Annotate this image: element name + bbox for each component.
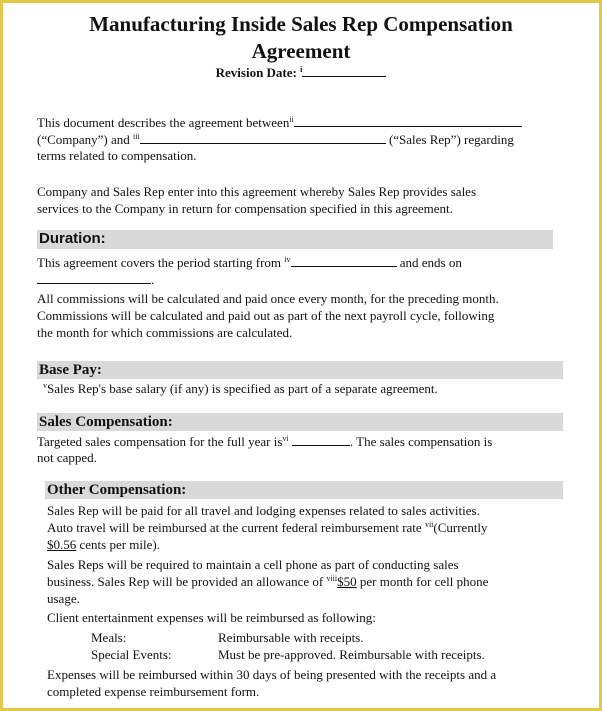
agreement-paragraph-line-1: Company and Sales Rep enter into this agreement whereby Sales Rep provides sales bbox=[37, 184, 477, 199]
phone-allowance-value[interactable]: $50 bbox=[337, 574, 357, 589]
endnote-marker: iv bbox=[284, 255, 291, 264]
endnote-marker: i bbox=[300, 65, 303, 74]
base-pay-line: $^v$Sales Rep's base salary (if any) is specified as part of a separate agreement. bbox=[43, 381, 438, 396]
intro-line-1: This document describes the agreement between$^{ii}$ bbox=[37, 114, 522, 131]
intro-line-2: (“Company”) and $^{iii}$ (“Sales Rep”) regarding bbox=[37, 132, 514, 147]
end-date-field[interactable] bbox=[37, 271, 151, 284]
other-comp-line-1: Sales Rep will be paid for all travel and lodging expenses related to sales activities. bbox=[47, 503, 480, 518]
meals-value: Reimbursable with receipts. bbox=[218, 630, 364, 645]
other-comp-line-2: Auto travel will be reimbursed at the current federal reimbursement rate $^{vii}$(Currently bbox=[47, 520, 488, 535]
duration-line-1: This agreement covers the period starting from $^{iv}$ and ends on bbox=[37, 255, 462, 270]
document-title-line-1: Manufacturing Inside Sales Rep Compensation bbox=[89, 12, 513, 36]
agreement-paragraph-line-2: services to the Company in return for compensation specified in this agreement. bbox=[37, 201, 453, 216]
revision-date-field[interactable] bbox=[302, 64, 386, 77]
commission-line-1: All commissions will be calculated and paid once every month, for the preceding month. bbox=[37, 291, 499, 306]
sales-rep-name-field[interactable] bbox=[140, 131, 386, 144]
start-date-field[interactable] bbox=[291, 254, 397, 267]
mileage-rate-value[interactable]: $0.56 bbox=[47, 537, 77, 552]
company-name-field[interactable] bbox=[294, 114, 522, 127]
target-compensation-field[interactable] bbox=[292, 433, 350, 446]
other-comp-line-7: Client entertainment expenses will be reimbursed as following: bbox=[47, 610, 376, 625]
sales-compensation-line-2: not capped. bbox=[37, 450, 97, 465]
other-comp-line-5: business. Sales Rep will be provided an allowance of $^{viii}$\$50 per month for cell phone bbox=[47, 574, 489, 589]
base-pay-heading: Base Pay: bbox=[37, 361, 563, 379]
special-events-label: Special Events: bbox=[91, 647, 172, 662]
endnote-marker: vii bbox=[424, 520, 434, 529]
duration-heading: Duration: bbox=[37, 230, 553, 249]
sales-compensation-heading: Sales Compensation: bbox=[37, 413, 563, 431]
document-title-line-2: Agreement bbox=[251, 39, 351, 63]
endnote-marker: vi bbox=[282, 434, 289, 443]
other-comp-line-4: Sales Reps will be required to maintain a cell phone as part of conducting sales bbox=[47, 557, 459, 572]
meals-label: Meals: bbox=[91, 630, 127, 645]
sales-compensation-line-1: Targeted sales compensation for the full year $is^{vi}$ . The sales compensation is bbox=[37, 434, 493, 449]
duration-line-2: . bbox=[37, 271, 154, 288]
commission-line-2: Commissions will be calculated and paid out as part of the next payroll cycle, following bbox=[37, 308, 495, 323]
endnote-marker: v bbox=[43, 381, 47, 390]
other-comp-line-3: $0.56 cents per mile). bbox=[47, 537, 160, 552]
other-compensation-heading: Other Compensation: bbox=[45, 481, 563, 499]
endnote-marker: iii bbox=[133, 132, 140, 141]
other-comp-line-6: usage. bbox=[47, 591, 80, 606]
other-comp-line-9: completed expense reimbursement form. bbox=[47, 684, 260, 699]
special-events-value: Must be pre-approved. Reimbursable with receipts. bbox=[218, 647, 485, 662]
other-comp-line-8: Expenses will be reimbursed within 30 days of being presented with the receipts and a bbox=[47, 667, 497, 682]
endnote-marker: ii bbox=[289, 115, 294, 124]
revision-date-label: Revision Date: bbox=[215, 65, 297, 80]
commission-line-3: the month for which commissions are calculated. bbox=[37, 325, 293, 340]
intro-line-3: terms related to compensation. bbox=[37, 148, 197, 163]
endnote-marker: viii bbox=[326, 574, 338, 583]
revision-date bbox=[3, 64, 599, 81]
